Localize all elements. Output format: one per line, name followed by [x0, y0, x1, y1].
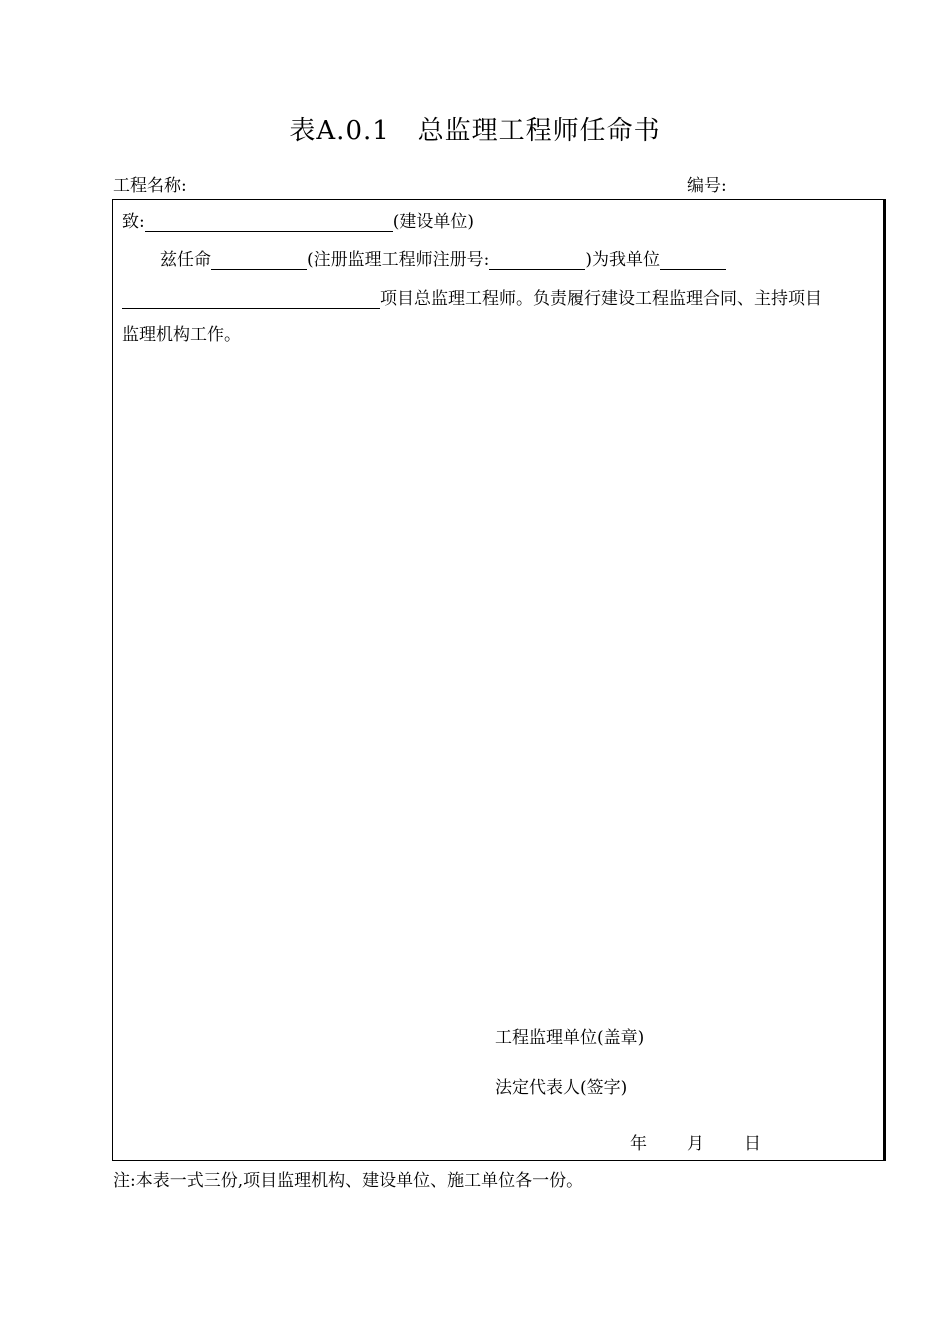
addressee-line: [122, 207, 474, 232]
owner-blank-field[interactable]: [145, 211, 393, 232]
engineer-name-field[interactable]: [211, 249, 307, 270]
month-label: 月: [687, 1134, 704, 1154]
page-title: 表A.0.1 总监理工程师任命书: [289, 116, 661, 146]
year-label: 年: [630, 1134, 647, 1154]
day-label: 日: [744, 1134, 761, 1154]
project-name-field[interactable]: [122, 288, 380, 309]
owner-suffix: (建设单位): [392, 212, 474, 232]
duty-line: [122, 284, 822, 309]
duty-text: 项目总监理工程师。负责履行建设工程监理合同、主持项目: [380, 289, 822, 309]
duty-line-end: 监理机构工作。: [122, 325, 241, 345]
unit-project-field-start[interactable]: [660, 249, 726, 270]
number-label: 编号:: [687, 176, 727, 196]
registration-number-field[interactable]: [489, 249, 585, 270]
legal-representative-label: 法定代表人(签字): [495, 1078, 628, 1098]
date-line: [630, 1129, 761, 1154]
registration-suffix: )为我单位: [585, 250, 661, 270]
appointment-line: [160, 245, 726, 270]
supervision-company-label: 工程监理单位(盖章): [495, 1028, 645, 1048]
to-label: 致:: [122, 212, 145, 232]
appoint-prefix: 兹任命: [160, 250, 211, 270]
project-name-label: 工程名称:: [113, 176, 187, 196]
registration-label: (注册监理工程师注册号:: [307, 250, 490, 270]
footnote: 注:本表一式三份,项目监理机构、建设单位、施工单位各一份。: [113, 1171, 584, 1191]
